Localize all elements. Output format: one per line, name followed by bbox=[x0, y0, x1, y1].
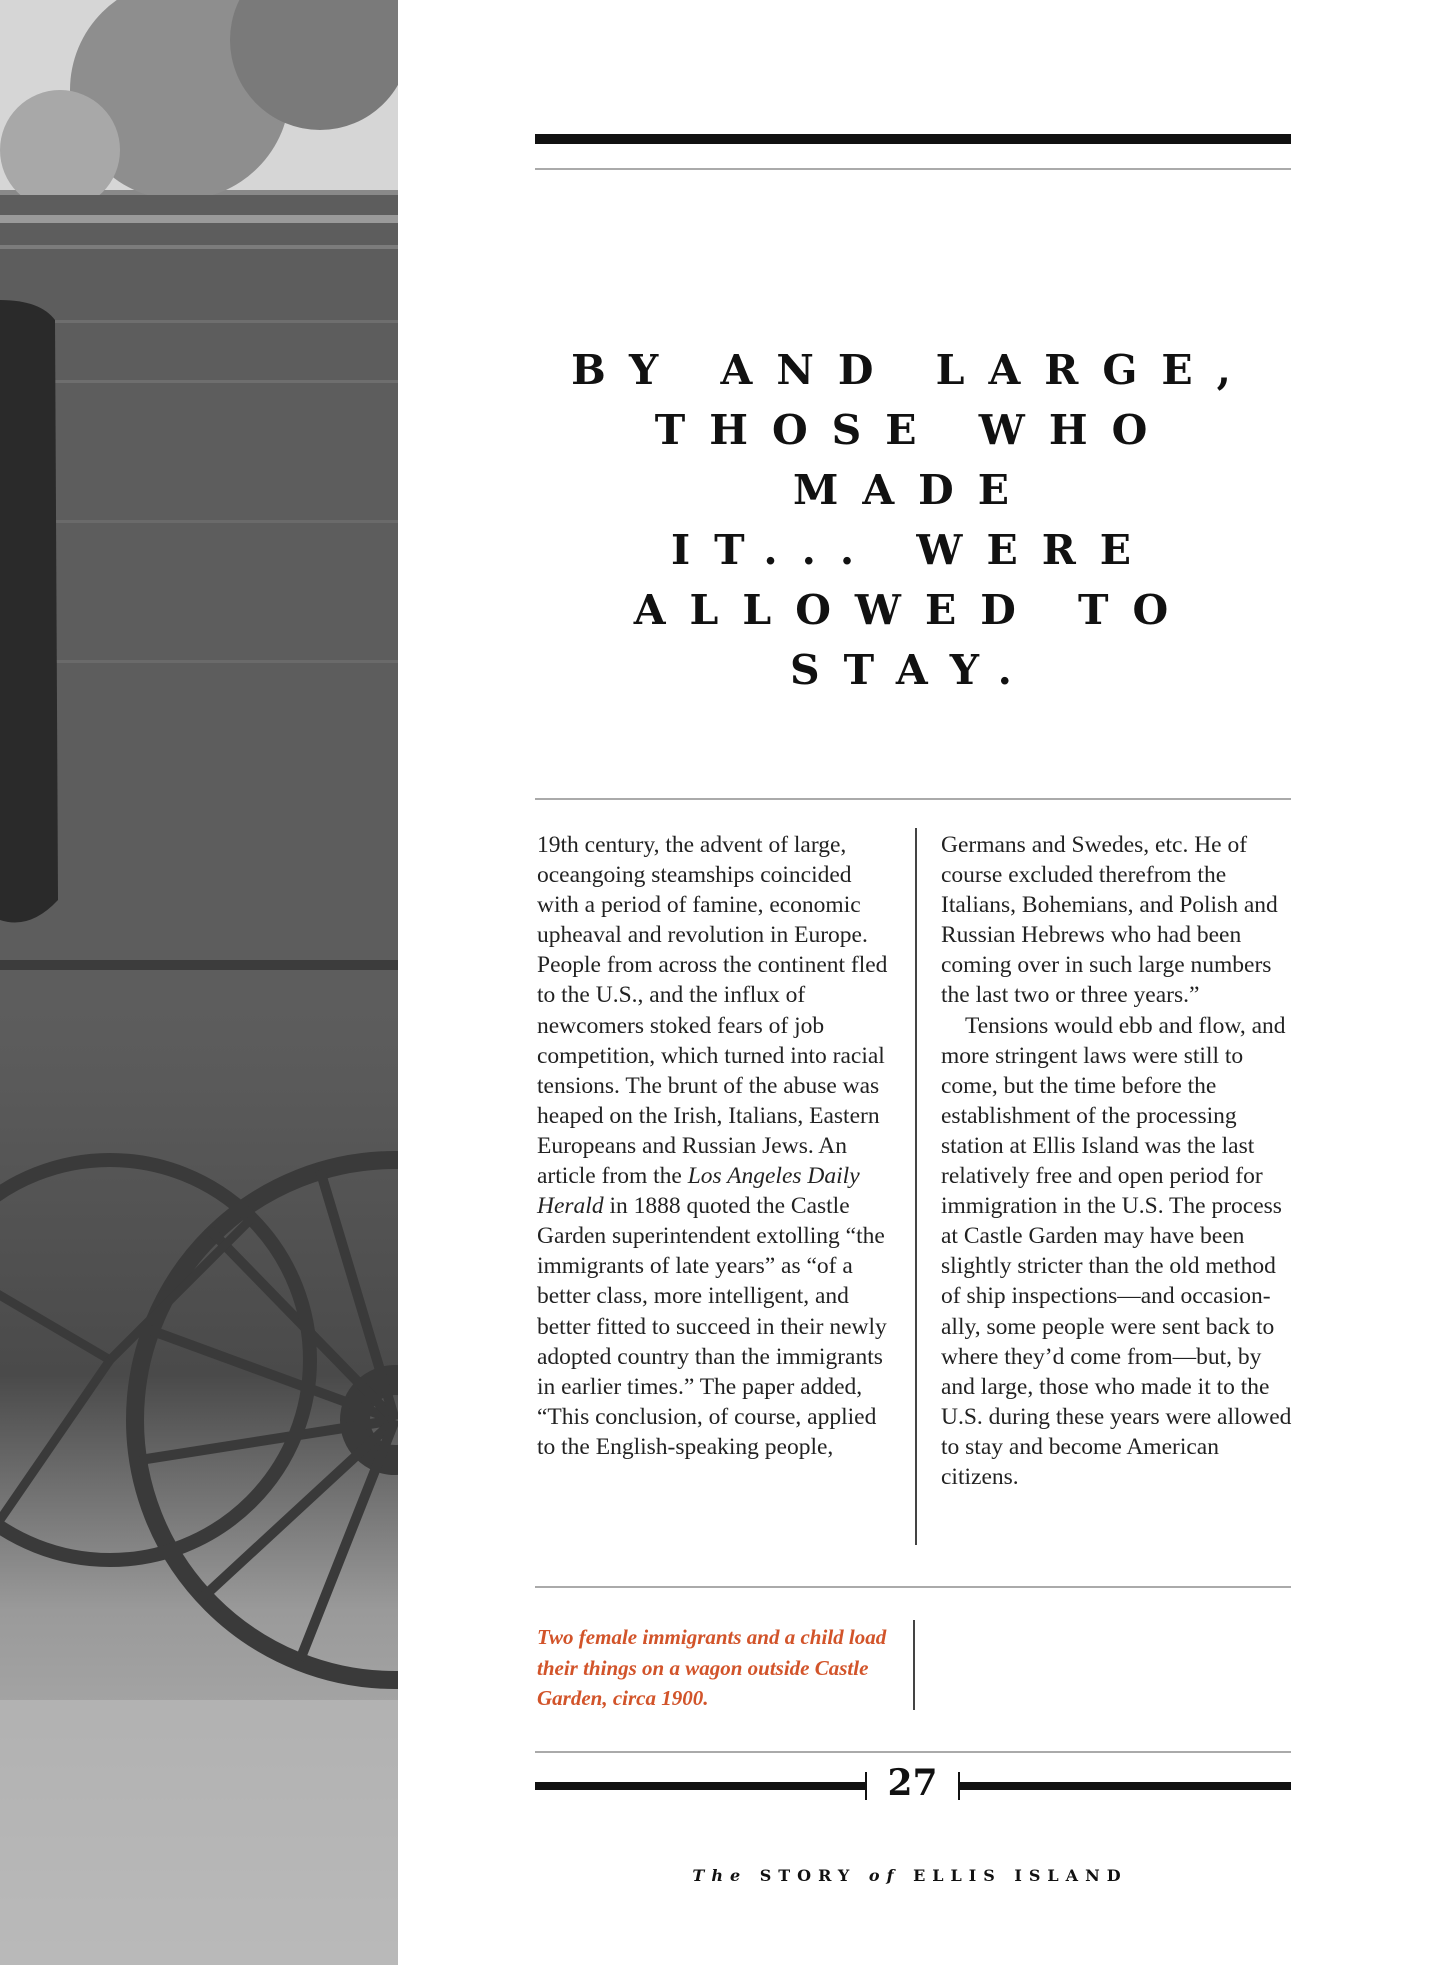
footer-the: The bbox=[692, 1866, 748, 1885]
photo-caption: Two female immigrants and a child load their things on a wagon outside Castle Garden, circa 1900. bbox=[537, 1625, 887, 1710]
page-number-bar-left bbox=[535, 1782, 865, 1790]
wagon-photograph bbox=[0, 0, 398, 1965]
left-text-part-2: in 1888 quoted the Castle Garden superintendent extolling “the immigrants of late years” as “of a better class, more intelligent, and better fitted to succeed in their newly adopted country than the immigrants in earlier times.” The paper added, “This conclusion, of course, applied to the English-speaking people, bbox=[537, 1193, 887, 1460]
top-thick-rule bbox=[535, 134, 1291, 144]
footer-story: STORY bbox=[759, 1866, 857, 1885]
body-column-right bbox=[941, 830, 1296, 1492]
newspaper-title: Los Angeles Daily Herald bbox=[537, 1163, 860, 1220]
right-paragraph-1: Germans and Swedes, etc. He of course excluded therefrom the Italians, Bohemians, and Polish and Russian Hebrews who had been coming over in such large numbers the last two or three years.” bbox=[941, 832, 1278, 1009]
column-divider bbox=[915, 828, 917, 1545]
caption-divider bbox=[913, 1620, 915, 1710]
pull-quote-line-1: BY AND LARGE, bbox=[571, 346, 1255, 394]
top-thin-rule bbox=[535, 168, 1291, 170]
wagon-photo-illustration bbox=[0, 0, 398, 1965]
pull-quote bbox=[535, 340, 1291, 700]
caption-bottom-rule bbox=[535, 1751, 1291, 1753]
body-bottom-rule bbox=[535, 1586, 1291, 1588]
pull-quote-line-3: IT... WERE bbox=[670, 526, 1156, 574]
pull-quote-line-2: THOSE WHO MADE bbox=[654, 406, 1172, 514]
page-number: 27 bbox=[887, 1762, 938, 1804]
right-paragraph-2: Tensions would ebb and flow, and more stringent laws were still to come, but the time before the establishment of the processing station at Ellis Island was the last relatively free and open period for immigration in the U.S. The process at Castle Garden may have been slightly stricter than the old method of ship inspections—and occasion-ally, some people were sent back to where they’d come from—but, by and large, those who made it to the U.S. during these years were allowed to stay and become American citizens. bbox=[941, 1012, 1292, 1490]
body-top-rule bbox=[535, 798, 1291, 800]
left-text-part-1: 19th century, the advent of large, oceangoing steamships coincided with a period of famine, economic upheaval and revolution in Europe. People from across the continent fled to the U.S., and the influx of newcomers stoked fears of job competition, which turned into racial tensions. The brunt of the abuse was heaped on the Irish, Italians, Eastern Europeans and Russian Jews. An article from the bbox=[537, 832, 888, 1190]
running-footer bbox=[600, 1866, 1220, 1885]
left-paragraph bbox=[537, 830, 892, 1462]
body-column-left bbox=[537, 830, 892, 1462]
page-number-bar-right bbox=[960, 1782, 1291, 1790]
footer-ellis-island: ELLIS ISLAND bbox=[913, 1866, 1128, 1885]
footer-of: of bbox=[868, 1866, 901, 1885]
pull-quote-line-4: ALLOWED TO STAY. bbox=[633, 586, 1193, 694]
